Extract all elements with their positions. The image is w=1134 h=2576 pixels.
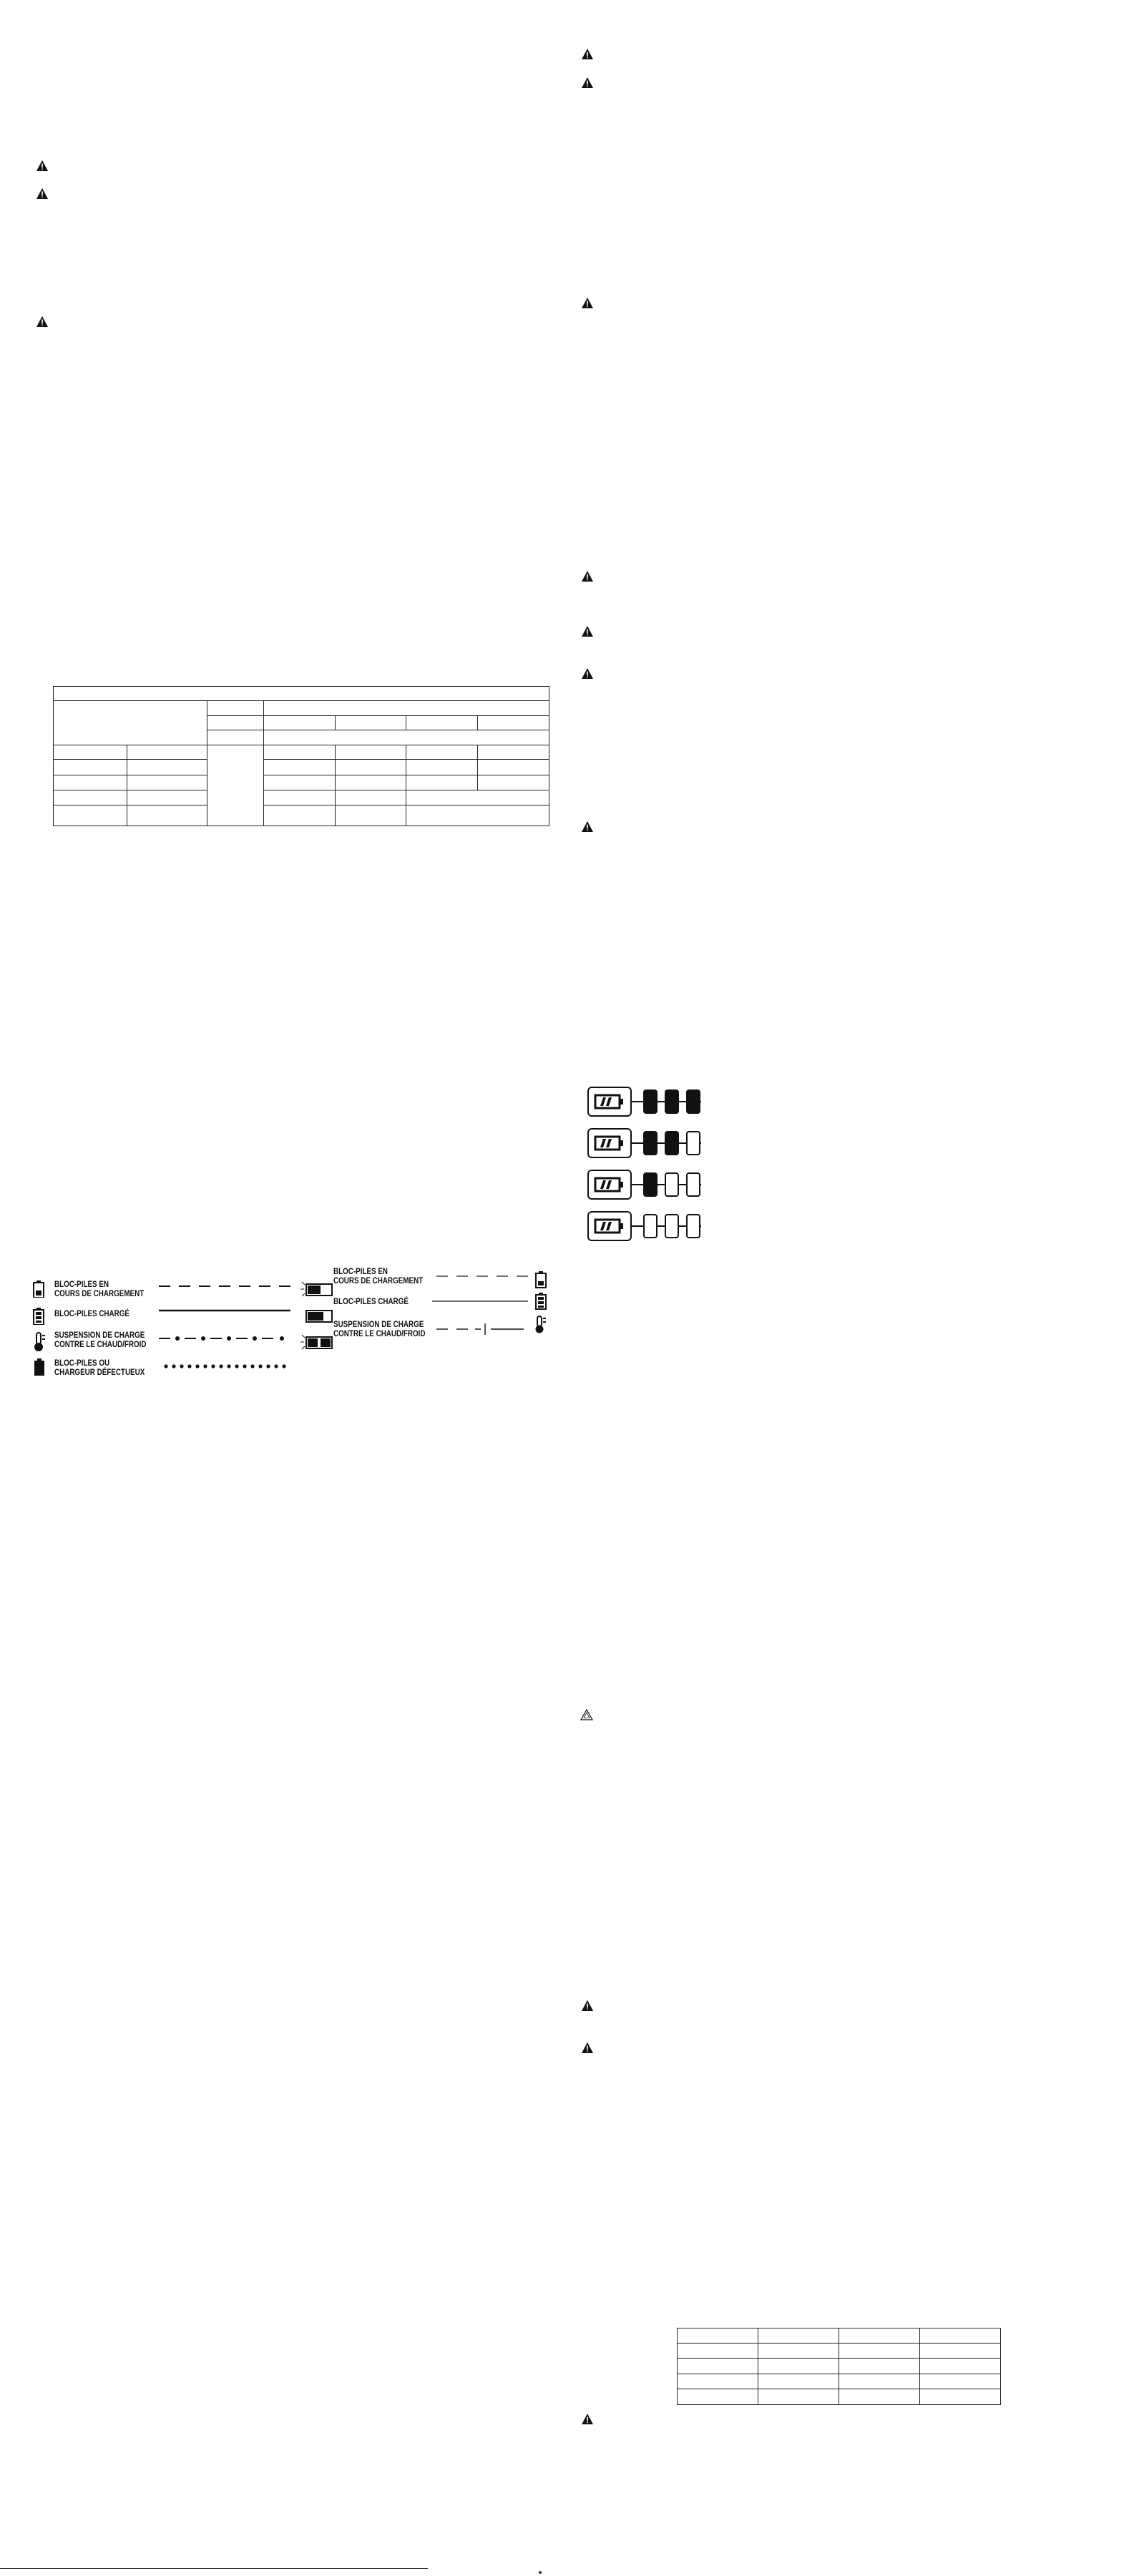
led-on	[644, 1173, 657, 1196]
warning-triangle-icon	[582, 49, 593, 59]
legend-label: SUSPENSION DE CHARGE CONTRE LE CHAUD/FROID	[333, 1319, 426, 1338]
fuel-gauge-diagram	[587, 1084, 715, 1245]
led-on	[687, 1090, 700, 1113]
warning-triangle-icon	[582, 77, 593, 88]
battery-icon	[595, 1178, 623, 1191]
warning-triangle-icon	[36, 316, 48, 327]
warning-triangle-icon	[582, 571, 593, 582]
battery-icon	[33, 1280, 44, 1298]
legend-label: SUSPENSION DE CHARGE CONTRE LE CHAUD/FROID	[54, 1330, 147, 1349]
warning-triangle-icon	[582, 298, 593, 308]
specification-table	[53, 686, 549, 826]
fuel-gauge-row	[588, 1087, 701, 1116]
led-off	[687, 1173, 700, 1196]
led-off	[687, 1132, 700, 1155]
led-off	[644, 1215, 657, 1238]
warning-triangle-hollow-icon	[580, 1709, 592, 1720]
led-off	[665, 1173, 678, 1196]
legend-label: BLOC-PILES OU CHARGEUR DÉFECTUEUX	[54, 1358, 145, 1377]
led-indicator-icons	[299, 1280, 335, 1359]
warning-triangle-icon	[36, 160, 48, 171]
battery-icon	[33, 1308, 44, 1325]
fuel-gauge-row	[588, 1170, 701, 1199]
warning-triangle-icon	[582, 2414, 593, 2424]
warning-triangle-icon	[582, 668, 593, 679]
battery-icon	[595, 1095, 623, 1108]
warning-triangle-icon	[582, 2000, 593, 2011]
battery-icon	[595, 1137, 623, 1150]
thermometer-icon	[33, 1332, 46, 1352]
battery-icon	[34, 1358, 45, 1376]
led-off	[665, 1215, 678, 1238]
warning-triangle-icon	[582, 626, 593, 637]
page-marker	[539, 2571, 542, 2574]
legend-label: BLOC-PILES CHARGÉ	[333, 1296, 409, 1306]
battery-icon	[595, 1220, 623, 1233]
legend-label: BLOC-PILES EN COURS DE CHARGEMENT	[54, 1279, 145, 1298]
fuel-gauge-row	[588, 1212, 701, 1240]
legend-label: BLOC-PILES CHARGÉ	[54, 1308, 129, 1318]
led-on	[665, 1132, 678, 1155]
led-on	[665, 1090, 678, 1113]
warning-triangle-icon	[582, 821, 593, 832]
led-off	[687, 1215, 700, 1238]
fuel-gauge-row	[588, 1129, 701, 1157]
legend-label: BLOC-PILES EN COURS DE CHARGEMENT	[333, 1266, 424, 1285]
warning-triangle-icon	[582, 2042, 593, 2053]
led-on	[644, 1132, 657, 1155]
light-pattern-legend-right	[432, 1270, 558, 1342]
warning-triangle-icon	[36, 188, 48, 199]
light-pattern-legend	[159, 1282, 292, 1375]
led-on	[644, 1090, 657, 1113]
bottom-table	[677, 2328, 1001, 2405]
footer-rule	[0, 2568, 428, 2569]
